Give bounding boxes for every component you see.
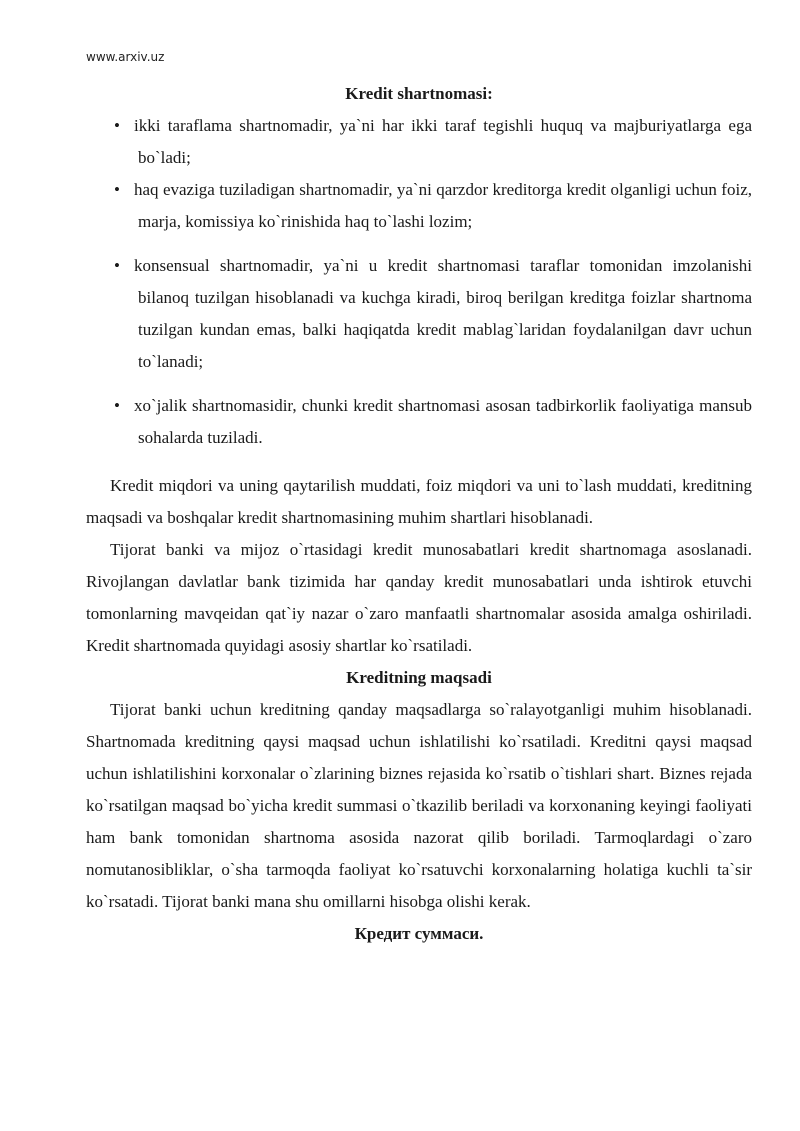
bullet-icon: • [114,180,120,199]
bullet-icon: • [114,396,120,415]
paragraph: Tijorat banki va mijoz o`rtasidagi kredit munosabatlari kredit shartnomaga asoslanadi. Rivojlangan davlatlar bank tizimida har qanday kredit munosabatlari unda ishtirok etuvchi tomonlarning mavqeidan qat`iy nazar o`zaro manfaatli shartnomalar asosida amalga oshiriladi. Kredit shartnomada quyidagi asosiy shartlar ko`rsatiladi. [86,540,752,655]
bullet-icon: • [114,256,120,275]
list-item [86,250,752,378]
bullet-icon: • [114,116,120,135]
list-item [86,174,752,238]
section-title-credit-purpose: Kreditning maqsadi [346,668,492,687]
credit-contract-features-list [86,110,752,454]
list-item-text: haq evaziga tuziladigan shartnomadir, ya`ni qarzdor kreditorga kredit olganligi uchun foiz, marja, komissiya ko`rinishida haq to`lashi lozim; [134,180,752,231]
paragraph: Kredit miqdori va uning qaytarilish muddati, foiz miqdori va uni to`lash muddati, kreditning maqsadi va boshqalar kredit shartnomasining muhim shartlari hisoblanadi. [86,476,752,527]
list-item-text: konsensual shartnomadir, ya`ni u kredit shartnomasi taraflar tomonidan imzolanishi bilanoq tuzilgan hisoblanadi va kuchga kiradi, biroq berilgan kreditga foizlar shartnoma tuzilgan kundan emas, balki haqiqatda kredit mablag`laridan foydalanilgan davr uchun to`lanadi; [134,256,752,371]
list-item-text: ikki taraflama shartnomadir, ya`ni har ikki taraf tegishli huquq va majburiyatlarga ega bo`ladi; [134,116,752,167]
section-title-credit-contract: Kredit shartnomasi: [345,84,493,103]
site-url: www.arxiv.uz [86,50,165,64]
list-item [86,390,752,454]
document-body [86,78,752,950]
paragraph: Tijorat banki uchun kreditning qanday maqsadlarga so`ralayotganligi muhim hisoblanadi. Shartnomada kreditning qaysi maqsad uchun ishlatilishi ko`rsatiladi. Kreditni qaysi maqsad uchun ishlatilishini korxonalar o`zlarining biznes rejasida ko`rsatib o`tishlari shart. Biznes rejada ko`rsatilgan maqsad bo`yicha kredit summasi o`tkazilib beriladi va korxonaning keyingi faoliyati ham bank tomonidan shartnoma asosida nazorat qilib boriladi. Tarmoqlardagi o`zaro nomutanosibliklar, o`sha tarmoqda faoliyat ko`rsatuvchi korxonalarning holatiga kuchli ta`sir ko`rsatadi. Tijorat banki mana shu omillarni hisobga olishi kerak. [86,700,752,911]
list-item [86,110,752,174]
section-title-credit-amount: Кредит суммаси. [354,924,484,943]
list-item-text: xo`jalik shartnomasidir, chunki kredit shartnomasi asosan tadbirkorlik faoliyatiga mansub sohalarda tuziladi. [134,396,752,447]
